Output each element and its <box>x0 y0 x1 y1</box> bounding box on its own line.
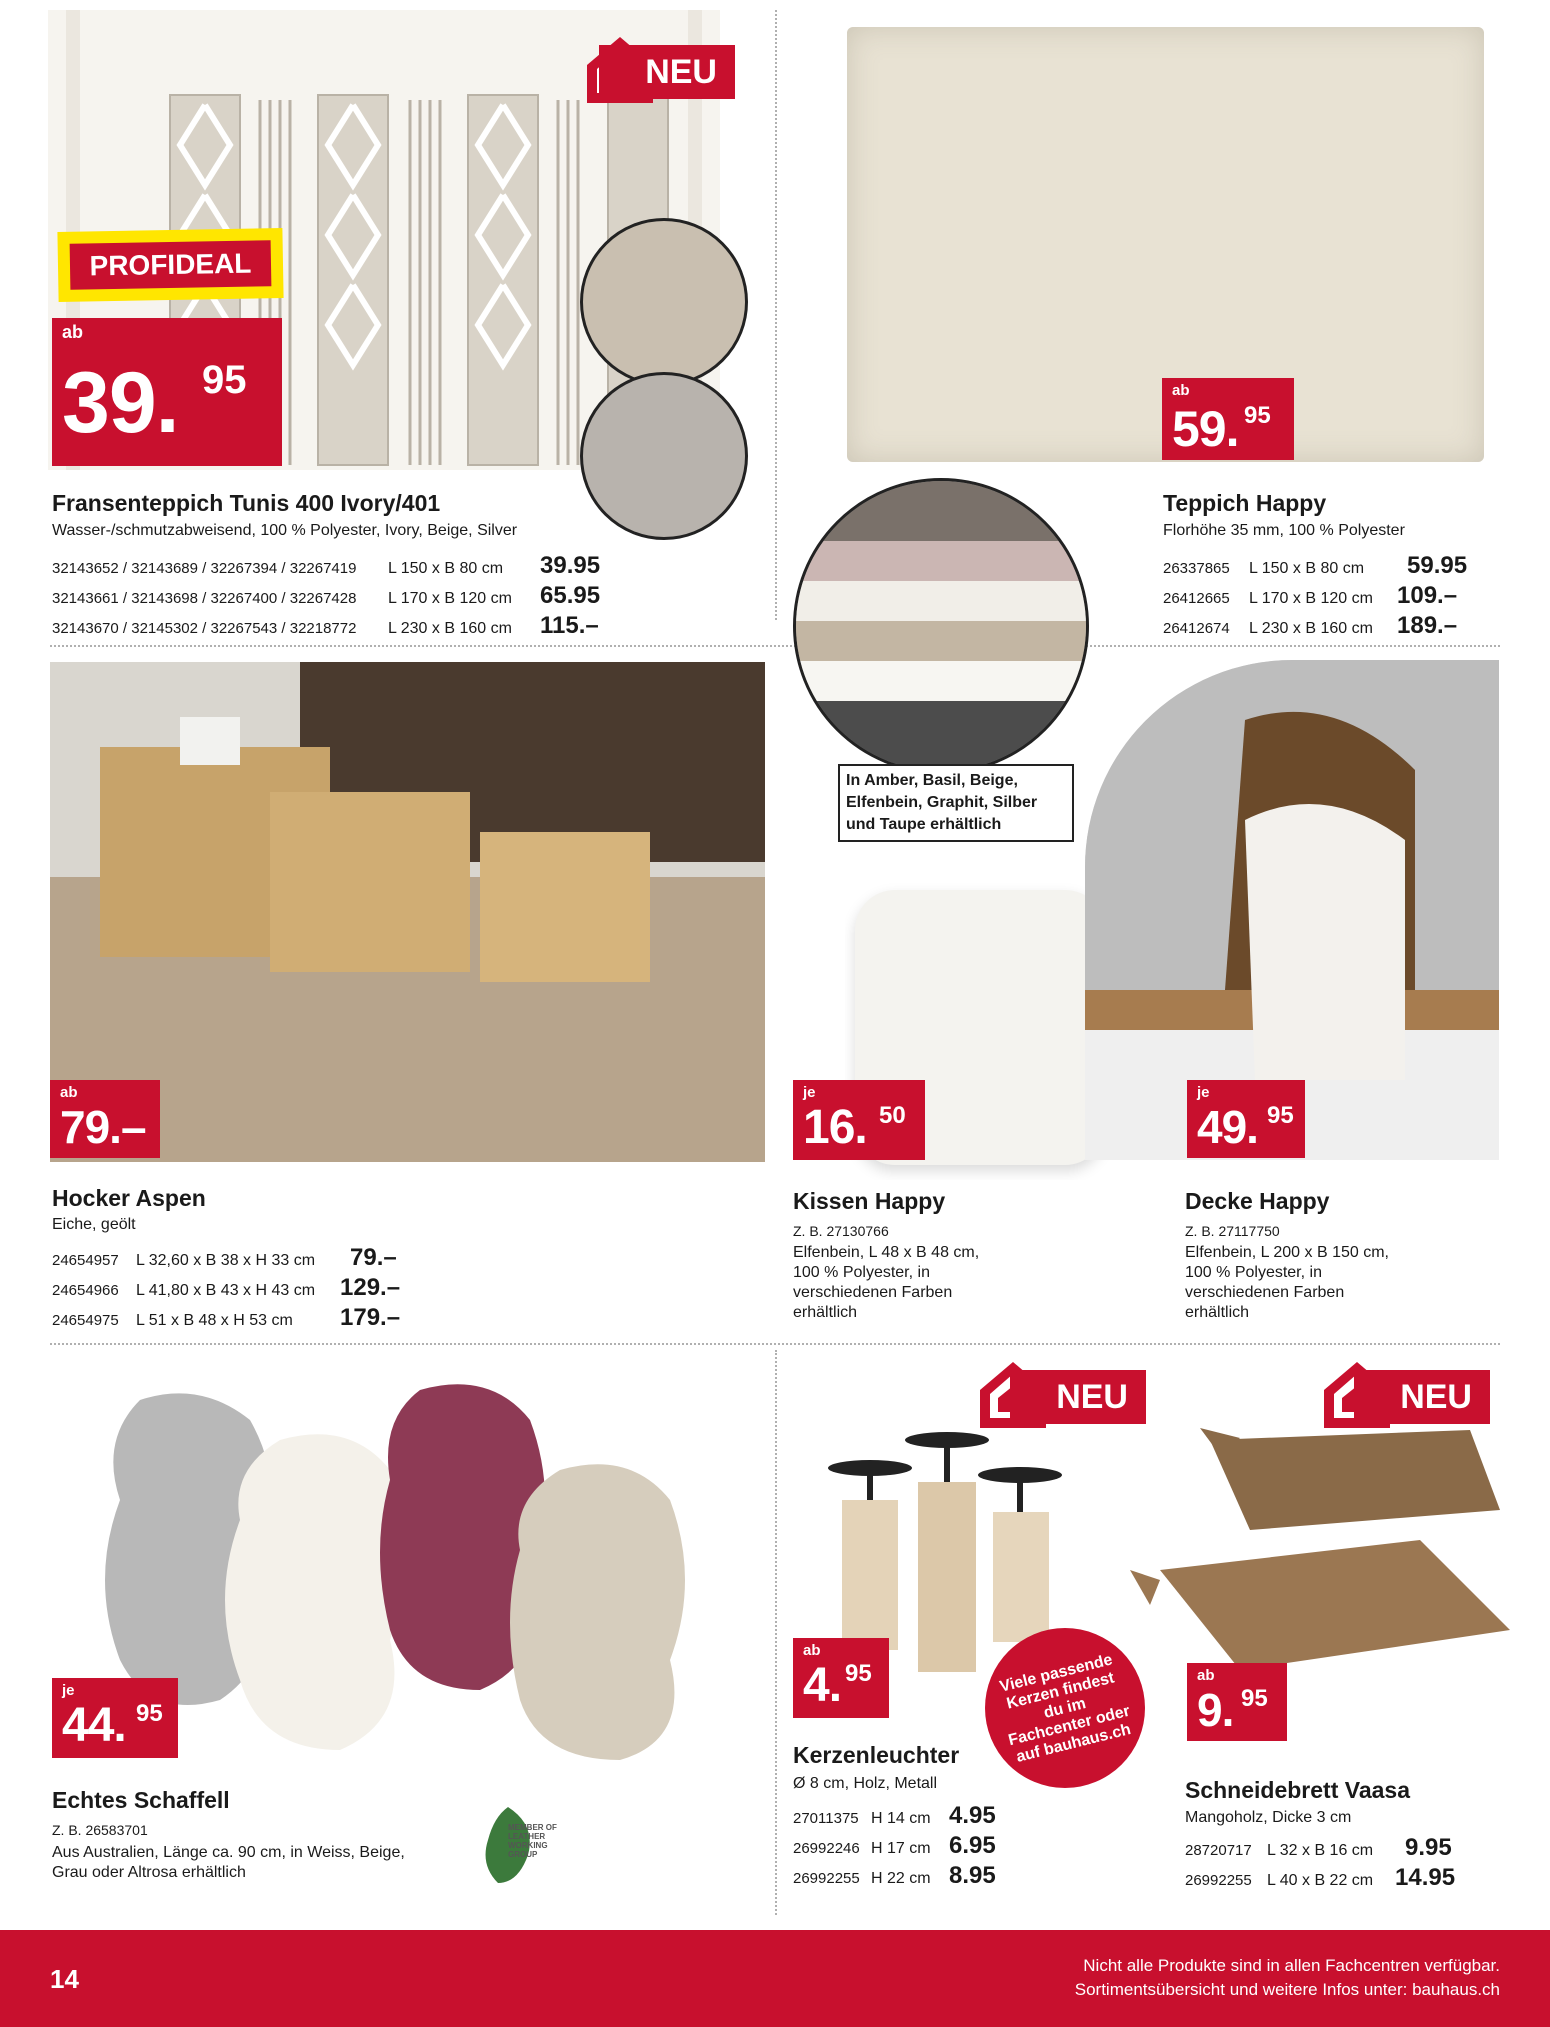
candles-info-bubble: Viele passende Kerzen findest du im Fachcenter oder auf bauhaus.ch <box>985 1628 1145 1788</box>
price-tag-decke <box>1187 1080 1305 1158</box>
price-tag-hocker <box>50 1080 160 1158</box>
price-main: 9. <box>1197 1684 1234 1736</box>
price-main: 4. <box>803 1659 842 1712</box>
table-row: 27011375 H 14 cm 4.95 <box>793 1802 996 1829</box>
profideal-label: PROFIDEAL <box>70 240 272 290</box>
product-title-tunis: Fransenteppich Tunis 400 Ivory/401 <box>52 490 441 516</box>
product-title-happy-rug: Teppich Happy <box>1163 490 1327 516</box>
footer-note-line1: Nicht alle Produkte sind in allen Fachcentren verfügbar. <box>1083 1956 1500 1975</box>
profideal-badge <box>57 228 283 302</box>
product-zb-decke: Z. B. 27117750 <box>1185 1223 1280 1239</box>
price-prefix: ab <box>1172 382 1190 399</box>
table-row: 28720717 L 32 x B 16 cm 9.95 <box>1185 1834 1452 1861</box>
product-desc-schneidebrett: Mangoholz, Dicke 3 cm <box>1185 1809 1352 1826</box>
fur-swatches-circle <box>793 478 1089 774</box>
price-cents: 50 <box>879 1102 906 1129</box>
divider-row-1 <box>50 645 1500 647</box>
product-desc-kerzenleuchter: Ø 8 cm, Holz, Metall <box>793 1775 938 1792</box>
price-cents: 95 <box>202 358 247 402</box>
table-row: 32143652 / 32143689 / 32267394 / 32267419 L 150 x B 80 cm 39.95 <box>52 552 601 579</box>
table-row: 24654966 L 41,80 x B 43 x H 43 cm 129.– <box>52 1274 401 1301</box>
table-row: 32143670 / 32145302 / 32267543 / 32218772 L 230 x B 160 cm 115.– <box>52 612 599 639</box>
price-tag-schaffell <box>52 1678 178 1758</box>
product-desc-tunis: Wasser-/schmutzabweisend, 100 % Polyester, Ivory, Beige, Silver <box>52 522 518 539</box>
price-prefix: je <box>803 1084 816 1101</box>
table-row: 26992255 L 40 x B 22 cm 14.95 <box>1185 1864 1456 1891</box>
price-main: 49. <box>1197 1101 1258 1153</box>
table-row: 26337865 L 150 x B 80 cm 59.95 <box>1163 552 1468 579</box>
table-row: 26412674 L 230 x B 160 cm 189.– <box>1163 612 1458 639</box>
price-tag-kissen <box>793 1080 925 1160</box>
neu-badge-rug-tunis <box>585 35 735 105</box>
product-title-schaffell: Echtes Schaffell <box>52 1787 230 1813</box>
price-cents: 95 <box>1267 1102 1294 1129</box>
product-desc-happy-rug: Florhöhe 35 mm, 100 % Polyester <box>1163 522 1405 539</box>
swatch-circle-silver <box>580 372 748 540</box>
price-main: 59. <box>1172 401 1239 457</box>
table-row: 24654957 L 32,60 x B 38 x H 33 cm 79.– <box>52 1244 397 1271</box>
price-cents: 95 <box>1244 402 1271 429</box>
color-availability-note: In Amber, Basil, Beige, Elfenbein, Graphit, Silber und Taupe erhältlich <box>838 764 1074 842</box>
neu-label: NEU <box>1010 1370 1146 1424</box>
page-number: 14 <box>50 1964 79 1994</box>
table-row: 32143661 / 32143698 / 32267400 / 32267428 L 170 x B 120 cm 65.95 <box>52 582 601 609</box>
product-title-kerzenleuchter: Kerzenleuchter <box>793 1742 960 1768</box>
price-main: 39. <box>62 355 179 451</box>
price-prefix: ab <box>62 322 84 342</box>
table-row: 26992255 H 22 cm 8.95 <box>793 1862 996 1889</box>
swatch-circle-beige <box>580 218 748 386</box>
product-title-schneidebrett: Schneidebrett Vaasa <box>1185 1777 1410 1803</box>
product-zb-kissen: Z. B. 27130766 <box>793 1223 889 1239</box>
price-prefix: ab <box>1197 1667 1215 1684</box>
neu-label: NEU <box>1354 1370 1490 1424</box>
divider-col-top <box>775 10 777 620</box>
price-prefix: ab <box>803 1642 821 1659</box>
product-zb-schaffell: Z. B. 26583701 <box>52 1822 148 1838</box>
product-desc-hocker: Eiche, geölt <box>52 1216 136 1233</box>
price-cents: 95 <box>136 1700 163 1727</box>
price-cents: 95 <box>1241 1685 1268 1712</box>
price-prefix: ab <box>60 1084 78 1101</box>
price-prefix: je <box>1197 1084 1210 1101</box>
table-row: 26412665 L 170 x B 120 cm 109.– <box>1163 582 1458 609</box>
table-row: 24654975 L 51 x B 48 x H 53 cm 179.– <box>52 1304 401 1331</box>
price-main: 79.– <box>60 1101 146 1153</box>
footer-note-line2: Sortimentsübersicht und weitere Infos unter: bauhaus.ch <box>1074 1980 1500 1999</box>
table-row: 26992246 H 17 cm 6.95 <box>793 1832 996 1859</box>
price-cents: 95 <box>845 1660 872 1687</box>
price-main: 16. <box>803 1101 867 1154</box>
price-tag-happy-rug <box>1162 378 1294 460</box>
price-tag-kerzenleuchter <box>793 1638 889 1718</box>
footer-bar <box>0 1930 1550 2027</box>
neu-label: NEU <box>599 45 735 99</box>
leather-working-group-logo: MEMBER OF LEATHER WORKING GROUP <box>478 1805 558 1885</box>
divider-col-bottom <box>775 1350 777 1915</box>
product-desc-schaffell: Aus Australien, Länge ca. 90 cm, in Weiss, Beige, Grau oder Altrosa erhältlich <box>52 1844 405 1881</box>
price-prefix: je <box>62 1682 75 1699</box>
price-tag-schneidebrett <box>1187 1663 1287 1741</box>
product-title-hocker: Hocker Aspen <box>52 1185 206 1211</box>
product-desc-kissen: Elfenbein, L 48 x B 48 cm, 100 % Polyester, in verschiedenen Farben erhältlich <box>793 1244 980 1321</box>
price-main: 44. <box>62 1699 126 1752</box>
product-title-decke: Decke Happy <box>1185 1188 1330 1214</box>
product-title-kissen: Kissen Happy <box>793 1188 946 1214</box>
price-tag-rug-tunis <box>52 318 282 466</box>
cutting-boards-image <box>1120 1420 1520 1720</box>
divider-row-2 <box>50 1343 1500 1345</box>
product-desc-decke: Elfenbein, L 200 x B 150 cm, 100 % Polyester, in verschiedenen Farben erhältlich <box>1185 1244 1389 1321</box>
